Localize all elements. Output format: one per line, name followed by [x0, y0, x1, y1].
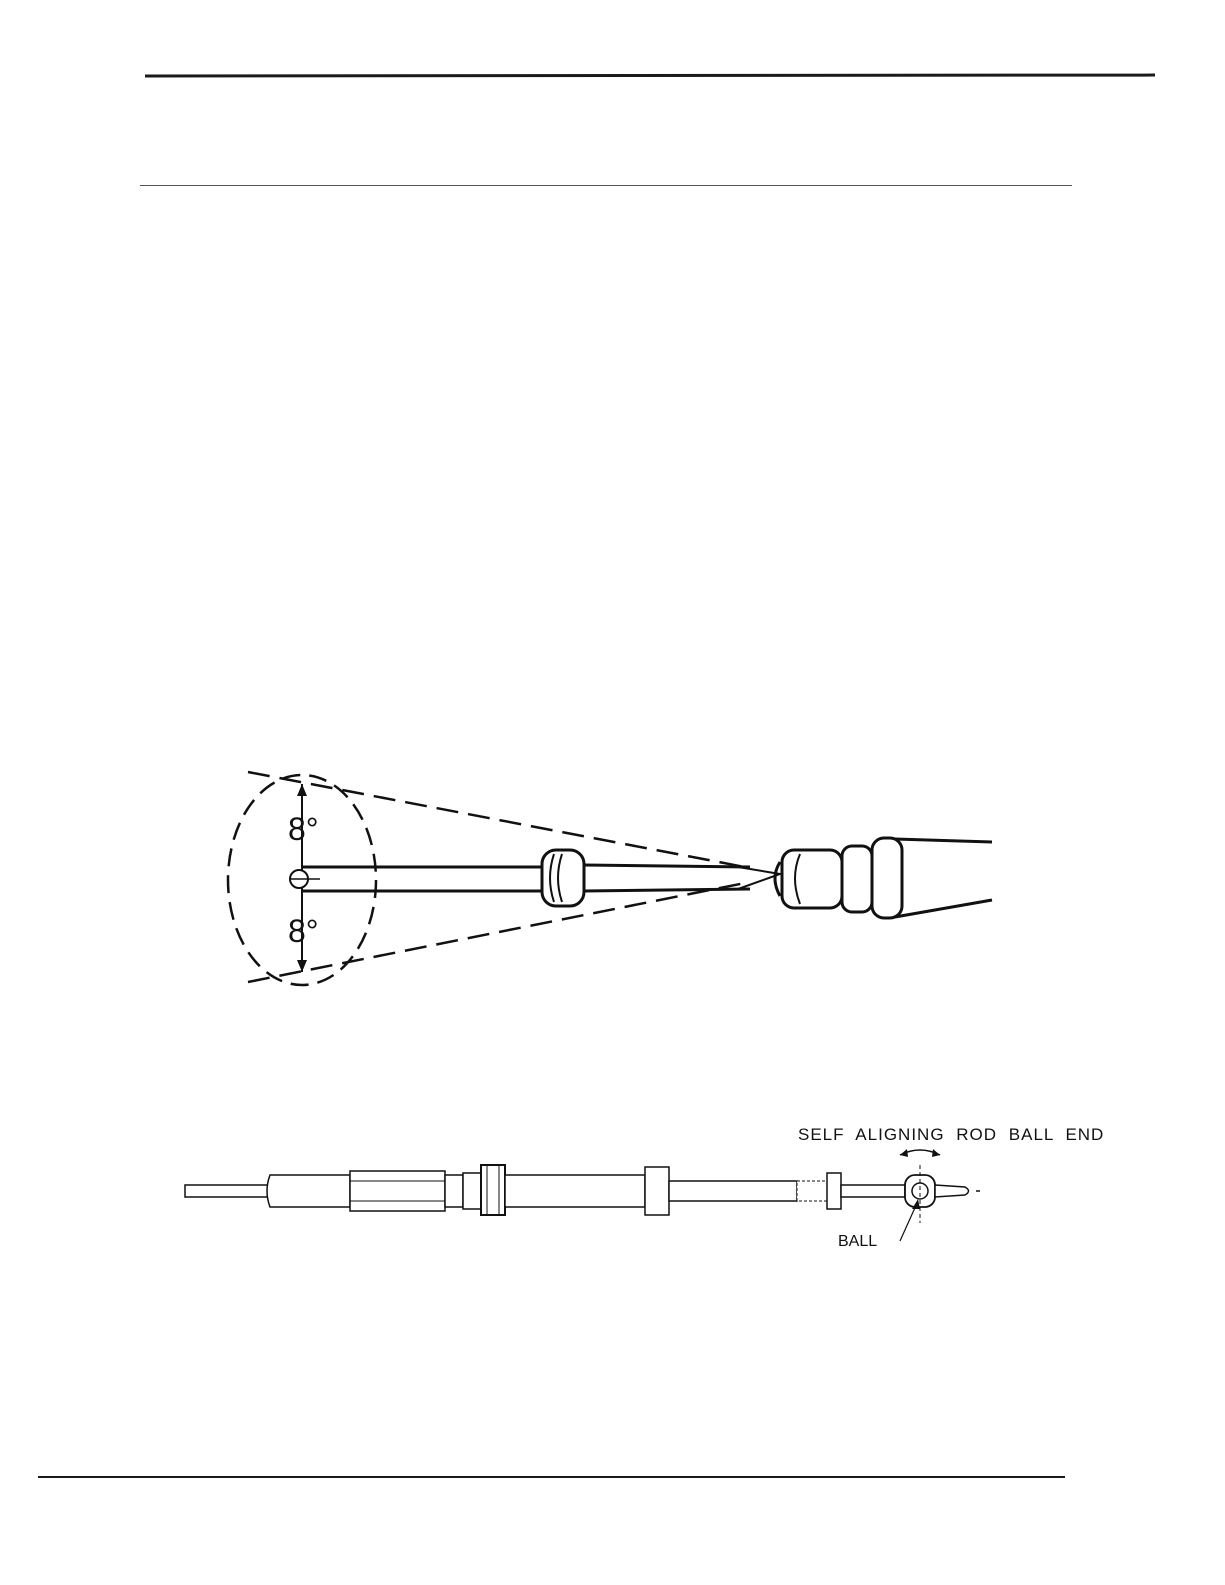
ball-label: BALL	[838, 1233, 878, 1250]
footer-rule	[38, 1476, 1065, 1478]
guide-tube	[505, 1175, 645, 1207]
hex-fitting	[350, 1171, 445, 1211]
angle-top-label: 8°	[288, 811, 319, 847]
self-aligning-label: SELF ALIGNING ROD BALL END	[798, 1125, 1105, 1144]
arrow-up-icon	[297, 784, 307, 796]
housing-nut	[782, 850, 842, 908]
housing-collar	[842, 846, 872, 912]
rod-end-illustration	[170, 1115, 1070, 1265]
arrow-down-icon	[297, 960, 307, 972]
rod-collar-1	[542, 850, 584, 906]
push-rod	[669, 1181, 797, 1201]
header-subrule	[140, 185, 1072, 186]
tube-collar	[645, 1167, 669, 1215]
inner-core	[185, 1185, 270, 1197]
conduit-end	[267, 1175, 350, 1207]
conduit-top-edge	[895, 839, 992, 842]
cable-swing-figure	[190, 750, 1010, 1000]
housing-collar-2	[872, 838, 902, 918]
cable-swing-illustration	[190, 750, 1010, 1000]
header-rule	[145, 74, 1155, 78]
conduit-bottom-edge	[895, 900, 992, 917]
jam-nut	[827, 1173, 841, 1209]
cone-lower-line	[248, 882, 750, 982]
rod-end-figure	[170, 1115, 1105, 1265]
threaded-section	[797, 1181, 827, 1201]
lock-collar	[481, 1165, 505, 1215]
cone-upper-line	[248, 772, 750, 868]
angle-bottom-label: 8°	[288, 913, 319, 949]
